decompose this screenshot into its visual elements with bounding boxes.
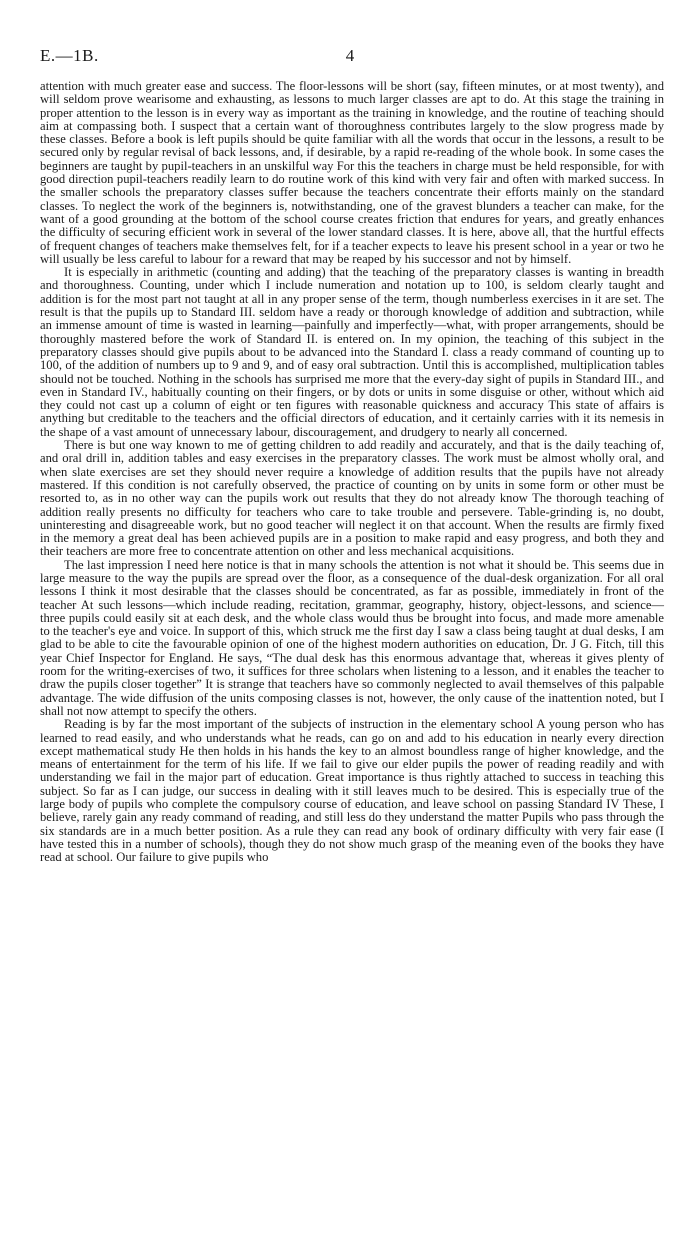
paragraph: Reading is by far the most important of the subjects of instruction in the elementary school A young person who has learned to read easily, and who understands what he reads, can go on and add to his education in nearly every direction except mathematical study He then holds in his hands the key to an almost boundless range of higher knowledge, and the means of entertainment for the term of his life. If we fail to give our elder pupils the power of reading readily and with understanding we fail in the major part of education. Great importance is thus rightly attached to success in teaching this subject. So far as I can judge, our success in dealing with it still leaves much to be desired. This is especially true of the large body of pupils who complete the compulsory course of education, and leave school on passing Standard IV These, I believe, rarely gain any ready command of reading, and still less do they understand the matter Pupils who pass through the six standards are in a much better position. As a rule they can read any book of ordinary difficulty with very fair ease (I have tested this in a number of schools), though they do not show much grasp of the meaning even of the books they have read at school. Our failure to give pupils who <box>40 717 664 865</box>
page-number: 4 <box>345 46 355 65</box>
paragraph: The last impression I need here notice is that in many schools the attention is not what it should be. This seems due in large measure to the way the pupils are spread over the floor, as a consequence of the dual-desk organization. For all oral lessons I think it most desirable that the classes should be concentrated, as far as possible, immediately in front of the teacher At such lessons—which include reading, recitation, grammar, geography, history, object-lessons, and science—three pupils could easily sit at each desk, and the whole class would thus be brought into focus, and made more amenable to the teacher's eye and voice. In support of this, which struck me the first day I saw a class being taught at dual desks, I am glad to be able to cite the favourable opinion of one of the highest modern authorities on education, Dr. J G. Fitch, till this year Chief Inspector for England. He says, “The dual desk has this enormous advantage that, whereas it gives plenty of room for the writing-exercises of two, it suffices for three scholars when listening to a lesson, and it enables the teacher to draw the pupils closer together” It is strange that teachers have so commonly neglected to avail themselves of this palpable advantage. The wide diffusion of the units composing classes is not, however, the only cause of the inattention noted, but I shall not now attempt to specify the others. <box>40 557 664 718</box>
page-header <box>40 46 660 70</box>
paragraph: attention with much greater ease and success. The floor-lessons will be short (say, fifteen minutes, or at most twenty), and will seldom prove wearisome and exhausting, as lessons to much larger classes are apt to do. At this stage the training in proper attention to the lesson is in every way as important as the training in knowledge, and the routine of teaching should aim at compassing both. I suspect that a certain want of thoroughness contributes largely to the slow progress made by these classes. Before a book is left pupils should be quite familiar with all the words that occur in the lessons, a result to be secured only by regular revisal of back lessons, and, if desirable, by a rapid re-reading of the whole book. In some cases the beginners are taught by pupil-teachers in an unskilful way For this the teachers in charge must be held responsible, for with good direction pupil-teachers readily learn to do routine work of this kind with very fair and often with marked success. In the smaller schools the preparatory classes suffer because the teachers concentrate their efforts mainly on the standard classes. To neglect the work of the beginners is, notwithstanding, one of the gravest blunders a teacher can make, for the want of a good grounding at the bottom of the school course creates friction that endures for years, and greatly enhances the difficulty of securing efficient work in several of the lower standard classes. It is here, above all, that the hurtful effects of frequent changes of teachers make themselves felt, for if a teacher expects to leave his present school in a year or two he will usually be less careful to labour for a reward that may be reaped by his successor and not by himself. <box>40 79 664 266</box>
paragraph: It is especially in arithmetic (counting and adding) that the teaching of the preparatory classes is wanting in breadth and thoroughness. Counting, under which I include numeration and notation up to 100, is seldom clearly taught and addition is for the most part not taught at all in any proper sense of the term, though numberless exercises in it are set. The result is that the pupils up to Standard III. seldom have a ready or thorough knowledge of addition and subtraction, while an immense amount of time is wasted in learning—painfully and imperfectly—what, with proper arrangements, should be thoroughly mastered before the work of Standard II. is entered on. In my opinion, the teaching of this subject in the preparatory classes should give pupils about to be advanced into the Standard I. class a ready command of counting up to 100, of the addition of numbers up to 9 and 9, and of easy oral subtraction. Until this is accomplished, multiplication tables should not be touched. Nothing in the schools has surprised me more that the every-day sight of pupils in Standard III., and even in Standard IV., habitually counting on their fingers, or by dots or units in some disguise or other, without which aid they could not cast up a column of eight or ten figures with reasonable quickness and accuracy This state of affairs is anything but creditable to the teachers and the official directors of education, and it certainly carries with it its nemesis in the shape of a vast amount of unnecessary labour, discouragement, and drudgery to nearly all concerned. <box>40 265 664 439</box>
body-text <box>40 80 664 865</box>
paragraph: There is but one way known to me of getting children to add readily and accurately, and that is the daily teaching of, and oral drill in, addition tables and easy exercises in the preparatory classes. The work must be almost wholly oral, and when slate exercises are set they should never require a knowledge of addition results that the pupils have not already mastered. If this condition is not carefully observed, the practice of counting on by units in some form or other must be resorted to, as in no other way can the pupils work out results that they do not already know The thorough teaching of addition really presents no difficulty for teachers who care to take trouble and persevere. Table-grinding is, no doubt, uninteresting and disagreeable work, but no good teacher will neglect it on that account. When the results are firmly fixed in the memory a great deal has been achieved pupils are in a position to make rapid and easy progress, and both they and their teachers are more free to concentrate attention on other and less mechanical acquisitions. <box>40 438 664 559</box>
document-reference: E.—1B. <box>40 46 99 65</box>
